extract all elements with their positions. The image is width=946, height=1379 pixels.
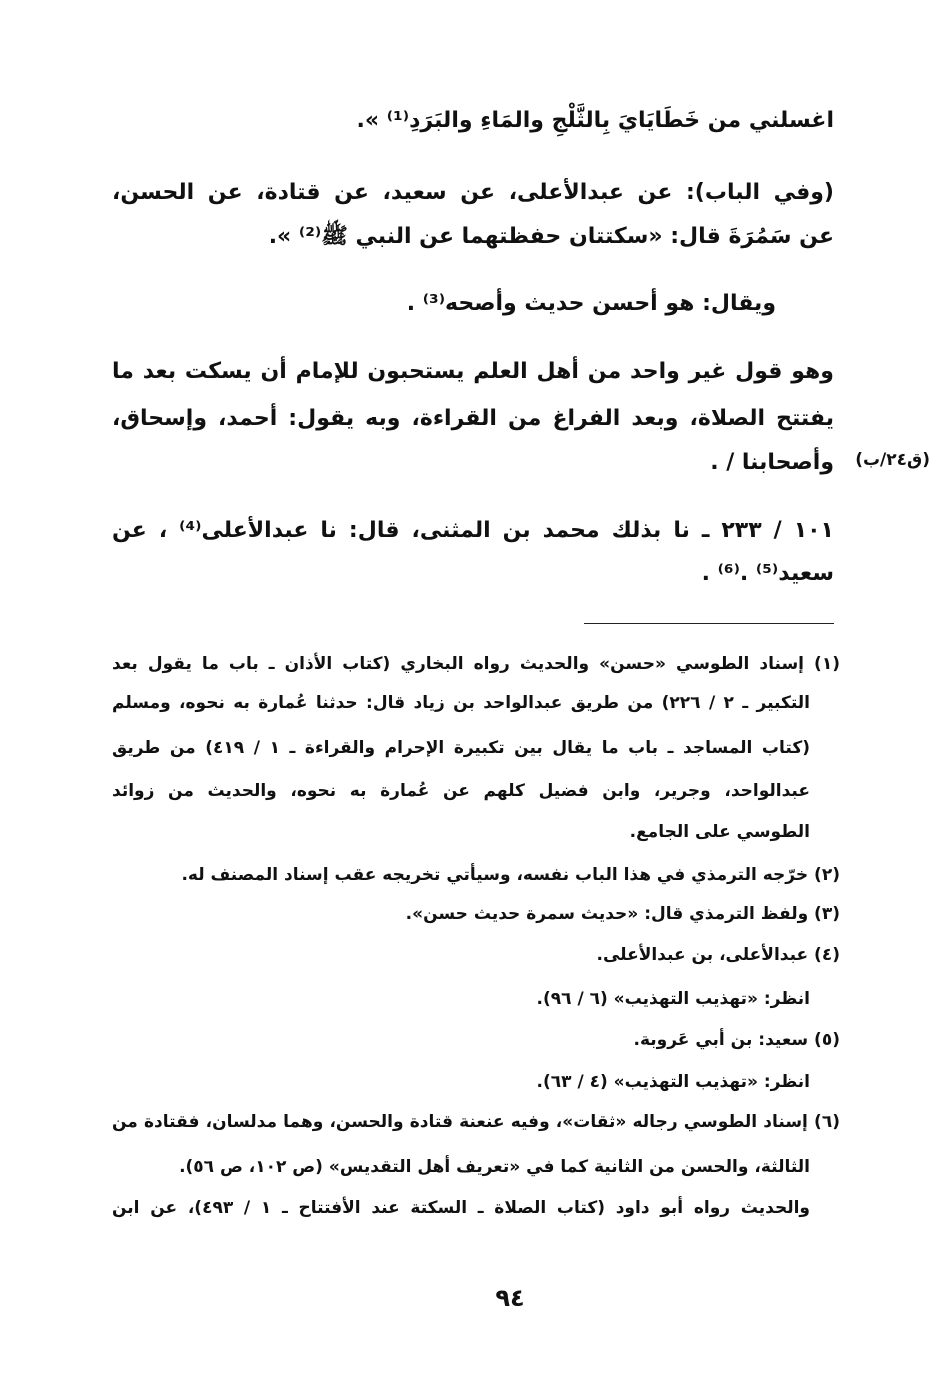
main-text-line-7: وأصحابنا / . (710, 450, 834, 475)
footnote-4-line-1: (٤) عبدالأعلى، بن عبدالأعلى. (596, 945, 840, 965)
footnote-4-line-2: انظر: «تهذيب التهذيب» (٦ / ٩٦). (536, 989, 810, 1009)
footnote-1-line-5: الطوسي على الجامع. (629, 822, 810, 842)
main-text-line-2: (وفي الباب): عن عبدالأعلى، عن سعيد، عن قتادة، عن الحسن، (112, 180, 834, 205)
main-text-line-1: اغسلني من خَطَايَايَ بِالثَّلْجِ والمَاءِ والبَرَدِ⁽¹⁾ ». (356, 108, 834, 133)
main-text-line-4: ويقال: هو أحسن حديث وأصحه⁽³⁾ . (406, 291, 776, 316)
main-text-line-3: عن سَمُرَةَ قال: «سكتتان حفظتهما عن النبي ﷺ⁽²⁾ ». (268, 224, 834, 249)
main-text-line-8: ١٠١ / ٢٣٣ ـ نا بذلك محمد بن المثنى، قال: نا عبدالأعلى⁽⁴⁾ ، عن (112, 518, 834, 543)
footnote-6-line-2: الثالثة، والحسن من الثانية كما في «تعريف أهل التقديس» (ص ١٠٢، ص ٥٦). (179, 1157, 810, 1177)
page-number: ٩٤ (495, 1284, 525, 1312)
main-text-line-6: يفتتح الصلاة، وبعد الفراغ من القراءة، وبه يقول: أحمد، وإسحاق، (112, 406, 834, 431)
footnote-1-line-2: التكبير ـ ٢ / ٢٢٦) من طريق عبدالواحد بن زياد قال: حدثنا عُمارة به نحوه، ومسلم (112, 693, 811, 713)
footnote-separator (584, 623, 834, 624)
footnote-3: (٣) ولفظ الترمذي قال: «حديث سمرة حديث حسن». (405, 904, 840, 924)
footnote-6-line-1: (٦) إسناد الطوسي رجاله «ثقات»، وفيه عنعنة قتادة والحسن، وهما مدلسان، فقتادة من (112, 1112, 840, 1132)
footnote-5-line-2: انظر: «تهذيب التهذيب» (٤ / ٦٣). (536, 1072, 810, 1092)
manuscript-folio-marker: (ق٢٤/ب) (855, 450, 930, 470)
footnote-1-line-4: عبدالواحد، وجرير، وابن فضيل كلهم عن عُمارة به نحوه، والحديث من زوائد (112, 781, 810, 801)
footnote-5-line-1: (٥) سعيد: بن أبي عَروبة. (633, 1030, 840, 1050)
footnote-2: (٢) خرّجه الترمذي في هذا الباب نفسه، وسيأتي تخريجه عقب إسناد المصنف له. (181, 865, 840, 885)
footnote-1-line-1: (١) إسناد الطوسي «حسن» والحديث رواه البخاري (كتاب الأذان ـ باب ما يقول بعد (112, 654, 840, 674)
main-text-line-9: سعيد⁽⁵⁾ .⁽⁶⁾ . (701, 561, 834, 586)
footnote-1-line-3: (كتاب المساجد ـ باب ما يقال بين تكبيرة الإحرام والقراءة ـ ١ / ٤١٩) من طريق (112, 738, 810, 758)
footnote-6-line-3: والحديث رواه أبو داود (كتاب الصلاة ـ السكتة عند الأفتتاح ـ ١ / ٤٩٣)، عن ابن (112, 1198, 810, 1218)
main-text-line-5: وهو قول غير واحد من أهل العلم يستحبون للإمام أن يسكت بعد ما (112, 359, 834, 384)
